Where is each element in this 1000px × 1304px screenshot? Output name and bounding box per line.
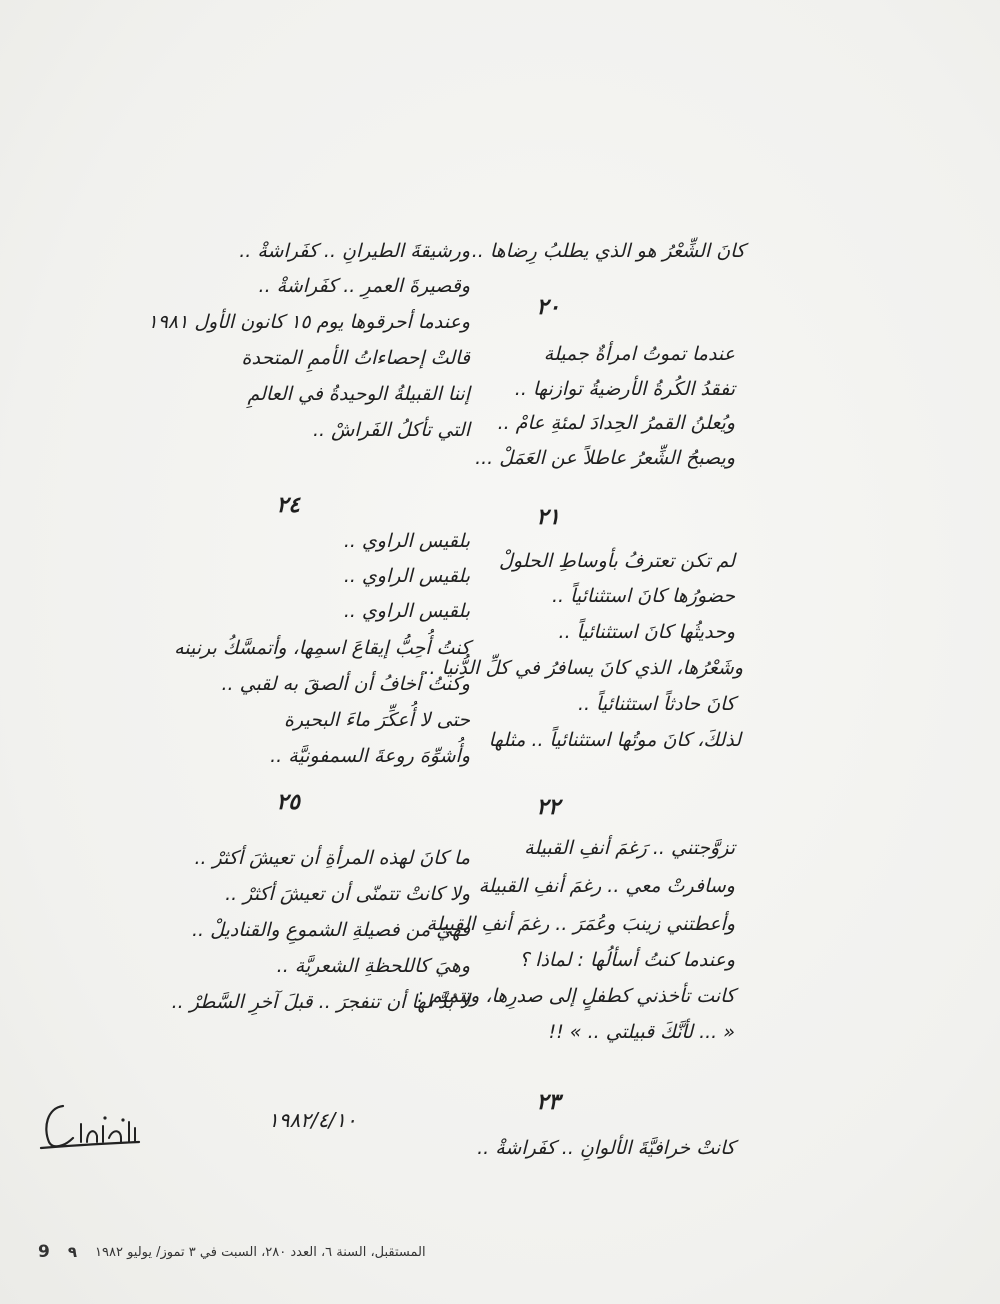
poem-line: حضورُها كانَ استثنائياً .. — [551, 585, 735, 607]
poem-line: لم تكن تعترفُ بأوساطِ الحلولْ — [499, 550, 735, 572]
poem-line: ويُعلنُ القمرُ الحِدادَ لمئةِ عامْ .. — [497, 412, 735, 434]
poem-line: « ... لأنَّكَ قبيلتي .. » !! — [548, 1021, 735, 1043]
poem-line: وسافرتْ معي .. رغمَ أنفِ القبيلة — [478, 875, 735, 897]
poem-intro-line: كانَ الشِّعْرُ هو الذي يطلبُ رِضاها .. — [471, 240, 745, 262]
section-number-22: ٢٢ — [536, 795, 560, 820]
poem-line: لا بُدَّ لها أن تنفجرَ .. قبلَ آخرِ السَّطرْ .. — [171, 991, 470, 1013]
page-number-arabic: ٩ — [67, 1243, 77, 1261]
poem-line: لذلكَ، كانَ موتُها استثنائياً .. مثلها — [488, 729, 741, 751]
poem-line: وقصيرةَ العمرِ .. كفَراشةْ .. — [258, 275, 470, 297]
poem-line: كانَ حادثاً استثنائياً .. — [577, 693, 735, 715]
poem-line: وشَعْرُها، الذي كانَ يسافرُ في كلِّ الدُّنيا .. — [423, 657, 743, 679]
poem-line: وأعطتني زينبَ وعُمَرَ .. رغمَ أنفِ القبيلة — [426, 913, 735, 935]
poem-line: التي تأكلُ الفَراشْ .. — [313, 419, 470, 441]
poem-line: ورشيقةَ الطيرانِ .. كفَراشةْ .. — [239, 240, 470, 262]
poem-line: وأُشوِّهَ روعةَ السمفونيَّة .. — [270, 745, 470, 767]
poem-date: ١٩٨٢/٤/١٠ — [268, 1108, 357, 1132]
poem-line: كنتُ أُحِبُّ إيقاعَ اسمِها، وأتمسَّكُ برنينه — [174, 637, 470, 659]
page-footer — [38, 1240, 818, 1264]
poem-line: ما كانَ لهذه المرأةِ أن تعيشَ أكثرْ .. — [194, 847, 470, 869]
poem-line: كانت تأخذني كطفلٍ إلى صدرِها، وتتمتم : — [417, 985, 735, 1007]
poem-line: حتى لا أُعكِّرَ ماءَ البحيرة — [283, 709, 470, 731]
page-number-latin: 9 — [38, 1242, 50, 1262]
poem-line: وحديثُها كانَ استثنائياً .. — [558, 621, 735, 643]
poem-line: وعندما أحرقوها يوم ١٥ كانون الأول ١٩٨١ — [147, 311, 470, 333]
poem-line: تفقدُ الكُرةُ الأرضيةُ توازنها .. — [514, 378, 735, 400]
poem-line: ولا كانتْ تتمنّى أن تعيشَ أكثرْ .. — [225, 883, 470, 905]
poem-line: وكنتُ أخافُ أن ألصقَ به لقبي .. — [221, 673, 470, 695]
signature-icon — [35, 1098, 145, 1158]
poem-line: بلقيس الراوي .. — [343, 530, 470, 552]
poem-line: قالتْ إحصاءاتُ الأممِ المتحدة — [241, 347, 470, 369]
poem-line: ويصبحُ الشِّعرُ عاطلاً عن العَمَلْ ... — [475, 447, 735, 469]
section-number-23: ٢٣ — [536, 1090, 560, 1115]
poem-line: تزوَّجتني .. رَغمَ أنفِ القبيلة — [524, 837, 735, 859]
section-number-20: ٢٠ — [536, 295, 560, 320]
poem-line: إننا القبيلةُ الوحيدةُ في العالمِ — [247, 383, 470, 405]
section-number-24: ٢٤ — [276, 493, 300, 518]
poem-line: وعندما كنتُ أسألُها : لماذا ؟ — [519, 949, 735, 971]
poem-line: وهيَ كاللحظةِ الشعريَّة .. — [276, 955, 470, 977]
poem-line: فهيَ من فصيلةِ الشموعِ والقناديلْ .. — [191, 919, 470, 941]
poem-line: بلقيس الراوي .. — [343, 565, 470, 587]
section-number-25: ٢٥ — [276, 790, 300, 815]
section-number-21: ٢١ — [536, 505, 560, 530]
publication-info: المستقبل، السنة ٦، العدد ٢٨٠، السبت في ٣ تموز/ يوليو ١٩٨٢ — [95, 1244, 426, 1260]
poem-line: بلقيس الراوي .. — [343, 600, 470, 622]
poem-line: عندما تموتُ امرأةٌ جميلة — [543, 343, 735, 365]
poem-line: كانتْ خرافيَّةَ الألوانِ .. كفَراشةْ .. — [477, 1137, 735, 1159]
